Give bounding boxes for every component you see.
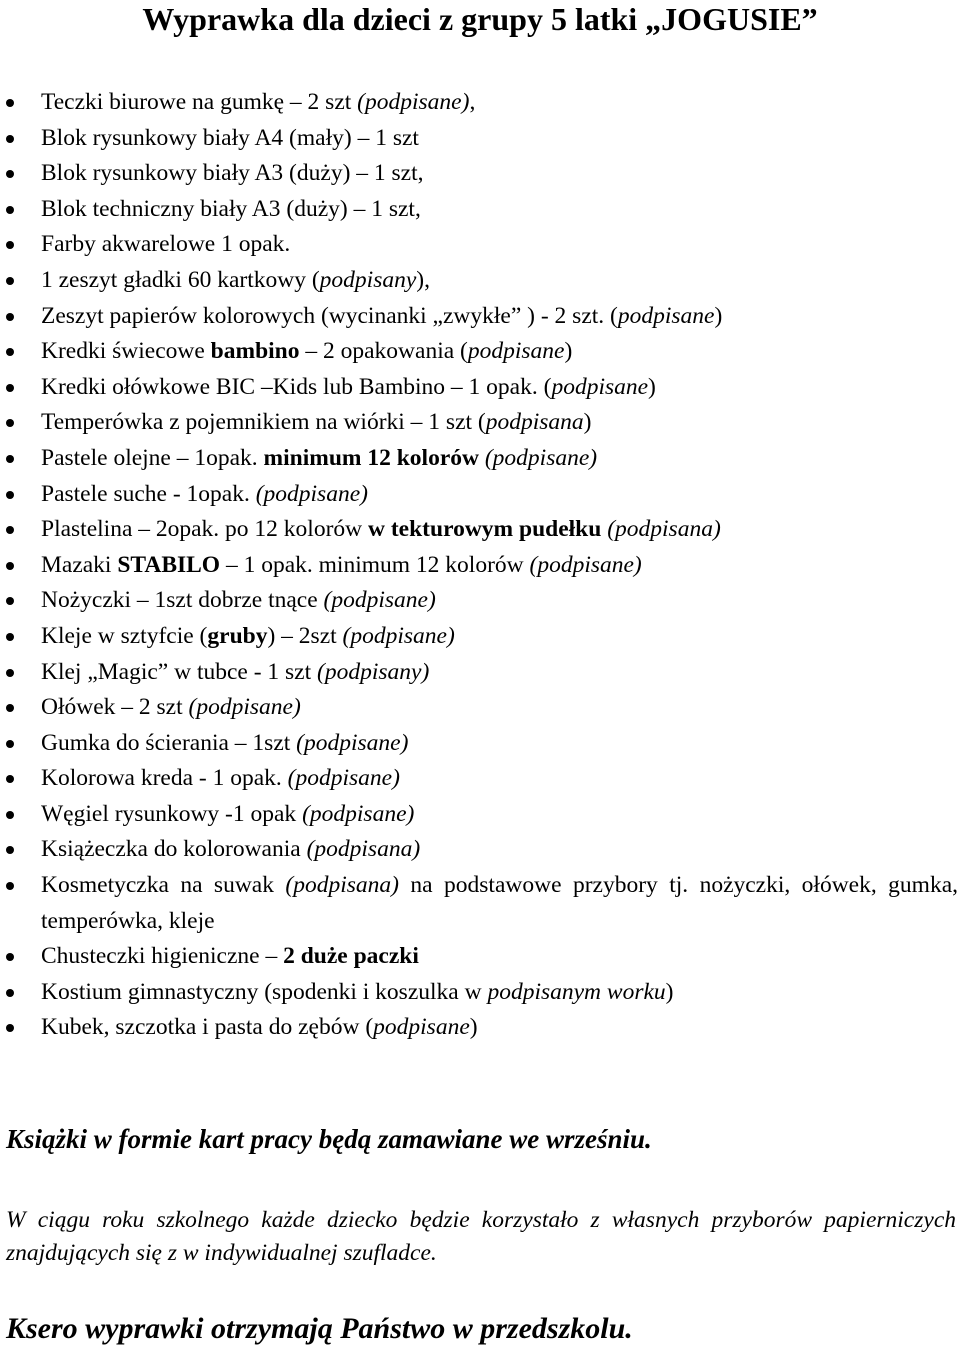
list-item-text: (podpisane) <box>302 800 415 827</box>
list-item-text: – 1 opak. minimum 12 kolorów <box>220 551 530 578</box>
list-item-text: (podpisane) <box>484 444 598 471</box>
list-item-text: Książeczka do kolorowania <box>41 836 307 863</box>
list-item-text: ) <box>564 338 573 365</box>
bullet-icon <box>6 348 14 356</box>
list-item-text: ) <box>583 409 592 436</box>
list-item-text: (podpisana) <box>607 516 721 543</box>
list-item-text: podpisanym worku <box>487 978 666 1005</box>
list-item-text: ) <box>469 1014 478 1041</box>
list-item-text: na podstawowe przybory tj. nożyczki, ołówek, gumka, temperówka, kleje <box>41 872 959 934</box>
list-item-text: (podpisane) <box>357 89 470 115</box>
list-item <box>0 655 960 691</box>
bullet-icon <box>6 669 14 677</box>
list-item-text: Kosmetyczka na suwak <box>41 872 286 899</box>
bullet-icon <box>6 313 14 321</box>
bullet-icon <box>6 99 14 107</box>
bullet-icon <box>6 633 14 641</box>
list-item-text: podpisane <box>617 302 715 329</box>
note-copy: Ksero wyprawki otrzymają Państwo w przedszkolu. <box>6 1312 633 1345</box>
note-books: Książki w formie kart pracy będą zamawiane we wrześniu. <box>6 1124 652 1154</box>
list-item-text: – 2 opakowania ( <box>299 338 468 365</box>
list-item-text: Kredki świecowe <box>41 338 211 365</box>
list-item-text: ) <box>714 302 723 329</box>
list-item <box>0 156 960 192</box>
list-item <box>0 975 960 1011</box>
list-item-text: Klej „Magic” w tubce - 1 szt <box>41 658 318 685</box>
list-item <box>0 761 960 797</box>
list-item-text: Pastele suche - 1opak. <box>41 480 256 507</box>
list-item-text: Mazaki <box>41 551 118 578</box>
list-item <box>0 227 960 263</box>
bullet-icon <box>6 277 14 285</box>
list-item <box>0 548 960 584</box>
list-item-text: Blok rysunkowy biały A4 (mały) – 1 szt <box>41 124 419 151</box>
bullet-icon <box>6 135 14 143</box>
list-item-text: Kubek, szczotka i pasta do zębów ( <box>41 1014 374 1041</box>
list-item <box>0 263 960 299</box>
list-item-text: ) <box>648 373 656 400</box>
bullet-icon <box>6 597 14 605</box>
note-drawer: W ciągu roku szkolnego każde dziecko będzie korzystało z własnych przyborów papierniczych znajdujących się z w indywidualnej szufladce. <box>6 1207 956 1266</box>
list-item-text: podpisane <box>373 1014 470 1041</box>
list-item-text: ) – 2szt <box>267 622 343 649</box>
bullet-icon <box>6 882 14 890</box>
list-item-text: Pastele olejne – 1opak. <box>41 444 264 471</box>
list-item-text: podpisane <box>467 338 565 365</box>
list-item-text: minimum 12 kolorów <box>263 444 479 471</box>
bullet-icon <box>6 241 14 249</box>
bullet-icon <box>6 562 14 570</box>
bullet-icon <box>6 1024 14 1032</box>
list-item-text: podpisane <box>551 373 649 400</box>
list-item-text: (podpisane) <box>296 729 409 756</box>
list-item-text: podpisany <box>319 266 417 293</box>
list-item <box>0 477 960 513</box>
list-item <box>0 726 960 762</box>
list-item <box>0 832 960 868</box>
list-item-text: (podpisana) <box>306 836 421 863</box>
list-item <box>0 797 960 833</box>
list-item <box>0 441 960 477</box>
bullet-icon <box>6 526 14 534</box>
list-item-text: Temperówka z pojemnikiem na wiórki – 1 szt ( <box>41 409 486 436</box>
bullet-icon <box>6 170 14 178</box>
list-item-text: bambino <box>210 338 300 365</box>
list-item-text: Gumka do ścierania – 1szt <box>41 729 297 756</box>
list-item-text: ) <box>665 978 674 1005</box>
list-item-text: w tekturowym pudełku <box>368 516 602 543</box>
bullet-icon <box>6 775 14 783</box>
bullet-icon <box>6 455 14 463</box>
bullet-icon <box>6 740 14 748</box>
supplies-list <box>0 85 960 1046</box>
list-item-text: (podpisany) <box>317 658 430 685</box>
list-item-text: Zeszyt papierów kolorowych (wycinanki „zwykłe” ) - 2 szt. ( <box>41 302 618 329</box>
list-item-text: Plastelina – 2opak. po 12 kolorów <box>41 516 369 543</box>
bullet-icon <box>6 206 14 214</box>
bullet-icon <box>6 491 14 499</box>
list-item-text: Blok rysunkowy biały A3 (duży) – 1 szt, <box>41 160 424 187</box>
list-item-text: Ołówek – 2 szt <box>41 694 189 721</box>
list-item <box>0 85 960 121</box>
list-item-text: Teczki biurowe na gumkę – 2 szt <box>41 89 358 115</box>
list-item <box>0 334 960 370</box>
list-item <box>0 299 960 335</box>
list-item <box>0 1010 960 1046</box>
bullet-icon <box>6 846 14 854</box>
bullet-icon <box>6 704 14 712</box>
list-item-text: 2 duże paczki <box>283 943 419 970</box>
bullet-icon <box>6 989 14 997</box>
list-item-text: podpisana <box>485 409 584 436</box>
list-item <box>0 192 960 228</box>
list-item <box>0 619 960 655</box>
bullet-icon <box>6 953 14 961</box>
list-item-text: STABILO <box>117 551 221 578</box>
list-item-text: ), <box>416 266 430 293</box>
list-item-text: (podpisane) <box>342 622 455 649</box>
list-item <box>0 405 960 441</box>
list-item-text: Farby akwarelowe 1 opak. <box>41 231 291 258</box>
list-item <box>0 583 960 619</box>
list-item-text: Chusteczki higieniczne – <box>41 943 284 970</box>
bullet-icon <box>6 419 14 427</box>
list-item-text: Węgiel rysunkowy -1 opak <box>41 800 303 827</box>
list-item-text: Kolorowa kreda - 1 opak. <box>41 765 288 792</box>
list-item <box>0 121 960 157</box>
list-item-text: , <box>469 89 476 115</box>
list-item <box>0 939 960 975</box>
list-item <box>0 512 960 548</box>
list-item <box>0 690 960 726</box>
list-item-text: gruby <box>207 622 268 649</box>
list-item-text: (podpisana) <box>285 872 399 899</box>
list-item-text: (podpisane) <box>323 587 436 614</box>
list-item <box>0 370 960 406</box>
list-item-text: Nożyczki – 1szt dobrze tnące <box>41 587 324 614</box>
list-item-text: Kleje w sztyfcie ( <box>41 622 208 649</box>
list-item-text: Kostium gimnastyczny (spodenki i koszulka w <box>41 978 488 1005</box>
list-item-text: (podpisane) <box>529 551 642 578</box>
page-title: Wyprawka dla dzieci z grupy 5 latki „JOGUSIE” <box>142 1 818 37</box>
list-item-text: Blok techniczny biały A3 (duży) – 1 szt, <box>41 195 421 222</box>
list-item-text: (podpisane) <box>188 694 301 721</box>
bullet-icon <box>6 384 14 392</box>
list-item-text: Kredki ołówkowe BIC –Kids lub Bambino – 1 opak. ( <box>41 373 552 400</box>
list-item <box>0 868 960 939</box>
list-item-text: (podpisane) <box>255 480 368 507</box>
list-item-text: 1 zeszyt gładki 60 kartkowy ( <box>41 266 320 293</box>
bullet-icon <box>6 811 14 819</box>
list-item-text: (podpisane) <box>287 765 400 792</box>
